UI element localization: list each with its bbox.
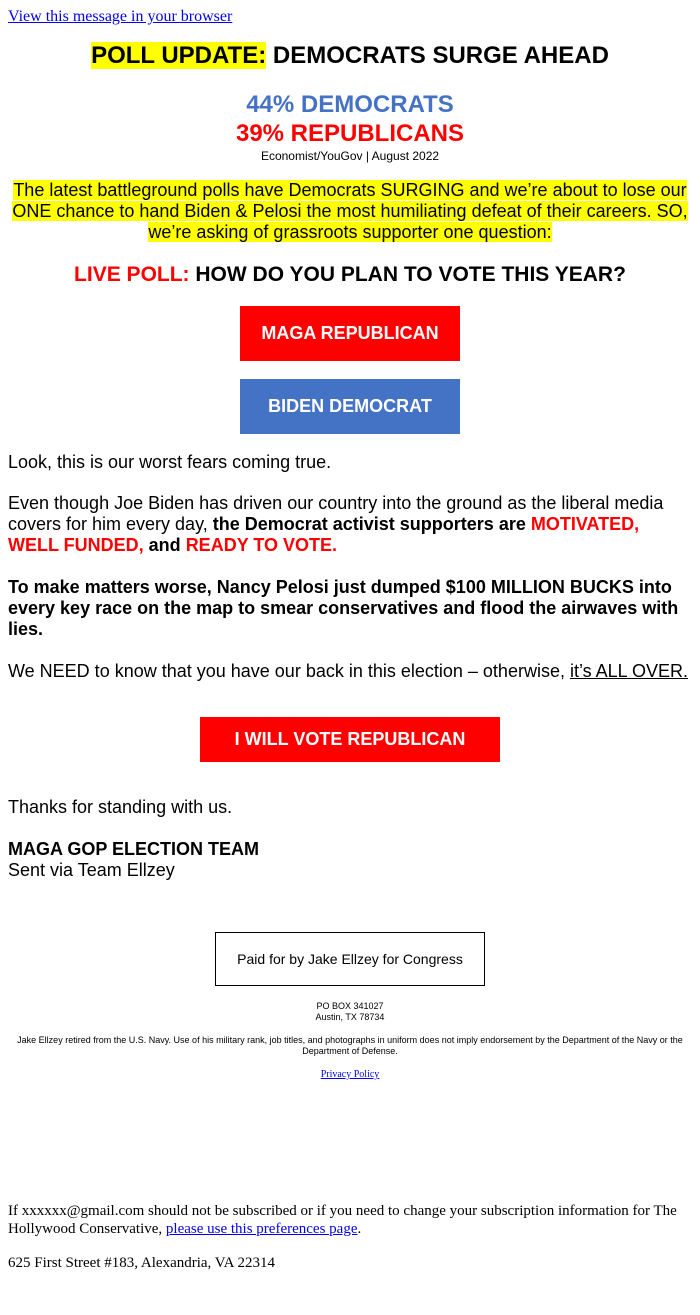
- biden-democrat-button[interactable]: BIDEN DEMOCRAT: [240, 379, 460, 434]
- unsub-text: If xxxxxx@gmail.com should not be subscribed or if you need to change your subscription information for The Hollywood Conservative,: [8, 1203, 677, 1237]
- p2-red-ready: READY TO VOTE.: [185, 535, 338, 555]
- po-address: [0, 1001, 700, 1023]
- po-box: PO BOX 341027: [316, 1001, 384, 1011]
- body-paragraph-2: [8, 493, 692, 556]
- paid-for-box: [215, 932, 485, 986]
- p2-plain: Even though Joe Biden has driven our country into the ground as the liberal media covers for him every day,: [8, 493, 664, 534]
- headline-rest: DEMOCRATS SURGE AHEAD: [266, 42, 609, 69]
- thanks-text: Thanks for standing with us.: [8, 797, 233, 817]
- poll-republicans: 39% REPUBLICANS: [235, 120, 465, 147]
- privacy-container: [0, 1069, 700, 1080]
- poll-democrats: 44% DEMOCRATS: [246, 91, 454, 118]
- privacy-policy-link[interactable]: Privacy Policy: [320, 1069, 380, 1080]
- team-name: MAGA GOP ELECTION TEAM: [8, 839, 260, 859]
- p4-plain: We NEED to know that you have our back in this election – otherwise,: [8, 661, 570, 681]
- footer-address: 625 First Street #183, Alexandria, VA 22314: [8, 1255, 275, 1271]
- p4-underline: it’s ALL OVER.: [569, 661, 689, 681]
- live-poll-text: HOW DO YOU PLAN TO VOTE THIS YEAR?: [189, 263, 626, 286]
- maga-republican-button[interactable]: MAGA REPUBLICAN: [240, 306, 460, 361]
- live-poll-prefix: LIVE POLL:: [74, 263, 190, 286]
- headline-highlight: POLL UPDATE:: [91, 42, 267, 69]
- military-disclaimer: Jake Ellzey retired from the U.S. Navy. Use of his military rank, job titles, and photographs in uniform does not imply endorsement by the Department of the Navy or the Department of Defense.: [17, 1035, 683, 1056]
- live-poll-question: [0, 262, 700, 288]
- intro-text: The latest battleground polls have Democrats SURGING and we’re about to lose our ONE chance to hand Biden & Pelosi the most humiliating defeat of their careers. SO, we’re asking of grassroots supporter one question:: [12, 180, 688, 242]
- p2-and: and: [143, 535, 186, 555]
- unsubscribe-notice: [8, 1202, 692, 1238]
- headline: [0, 42, 700, 70]
- body-paragraph-1: Look, this is our worst fears coming true.: [8, 452, 332, 472]
- po-city: Austin, TX 78734: [315, 1012, 385, 1022]
- p2-red-motivated: MOTIVATED, WELL FUNDED,: [8, 514, 640, 555]
- intro-paragraph: [8, 180, 692, 243]
- preferences-page-link[interactable]: please use this preferences page: [165, 1221, 358, 1237]
- view-in-browser-link[interactable]: View this message in your browser: [8, 8, 233, 25]
- body-paragraph-4: [8, 661, 692, 682]
- body-paragraph-3: To make matters worse, Nancy Pelosi just dumped $100 MILLION BUCKS into every key race on the map to smear conservatives and flood the airwaves with lies.: [8, 577, 679, 639]
- paid-for-text: Paid for by Jake Ellzey for Congress: [237, 951, 463, 967]
- poll-source: Economist/YouGov | August 2022: [260, 149, 440, 163]
- sent-via: Sent via Team Ellzey: [8, 860, 175, 880]
- p2-bold: the Democrat activist supporters are: [212, 514, 531, 534]
- vote-republican-button[interactable]: I WILL VOTE REPUBLICAN: [200, 717, 500, 762]
- unsub-end: .: [357, 1221, 362, 1237]
